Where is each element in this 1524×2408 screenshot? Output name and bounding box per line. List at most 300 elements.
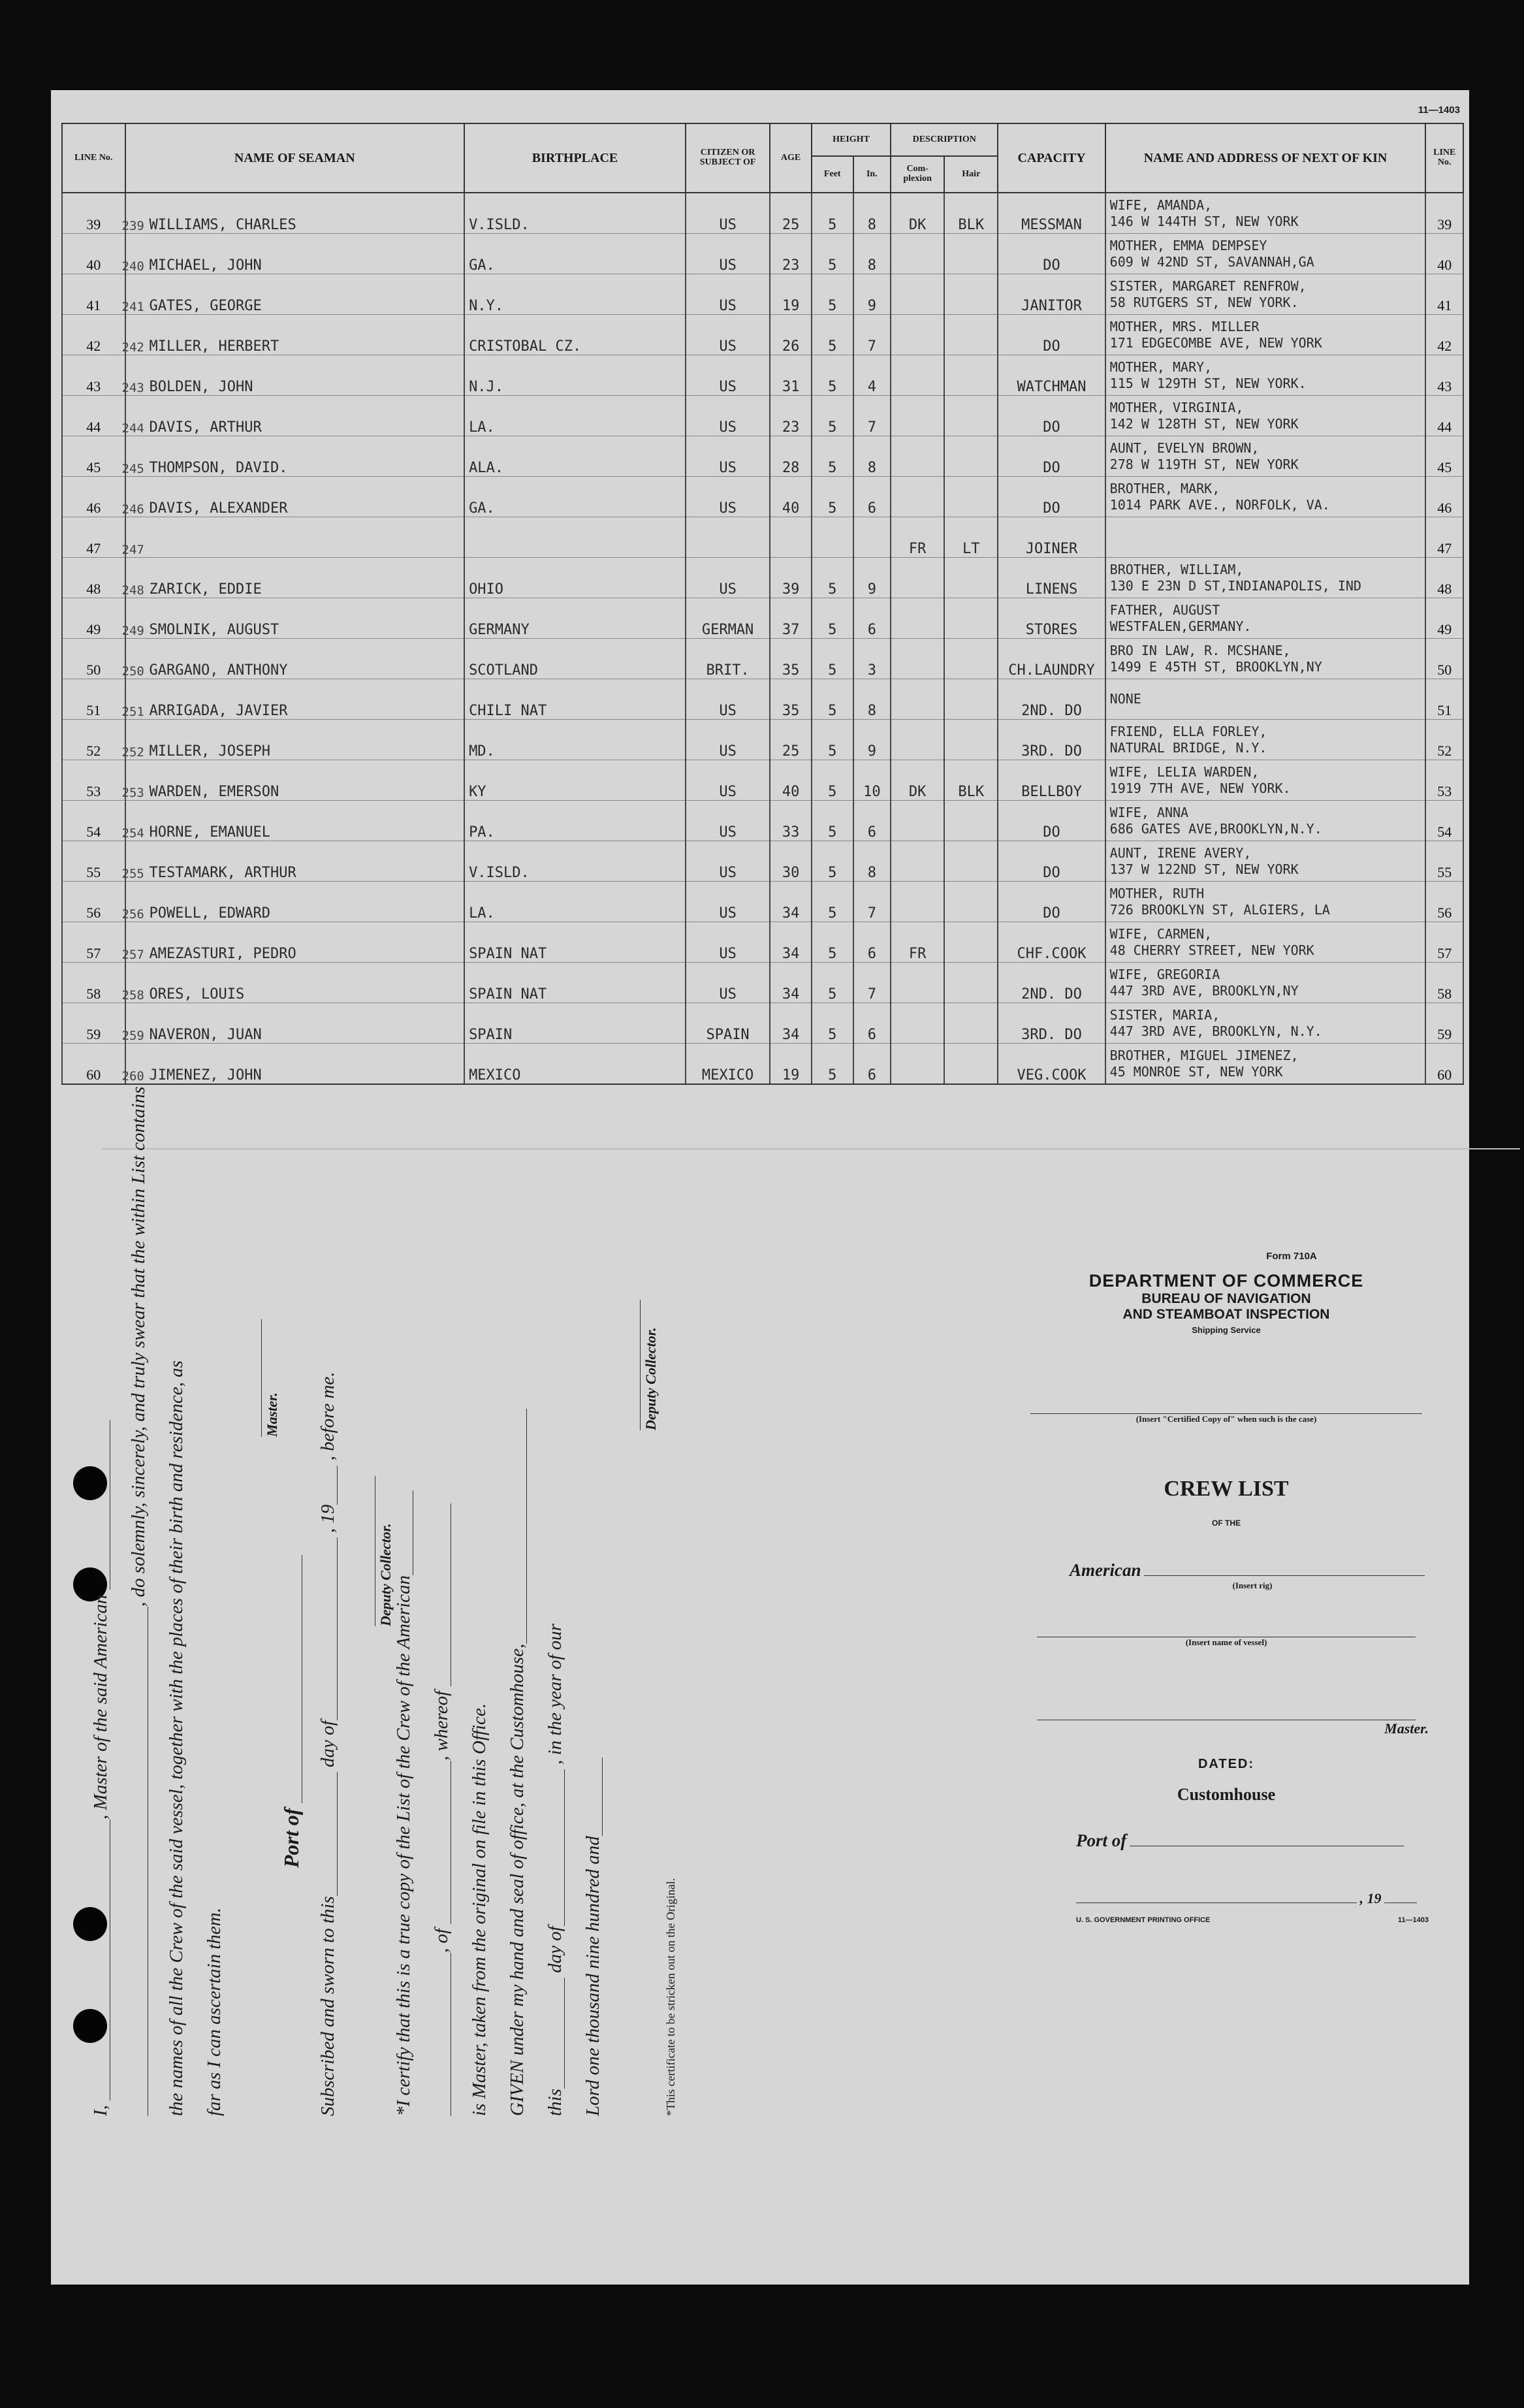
height-feet: 5 — [812, 558, 853, 598]
next-of-kin — [1105, 922, 1426, 963]
next-of-kin — [1105, 1003, 1426, 1044]
seaman-name — [121, 396, 465, 436]
next-of-kin — [1105, 639, 1426, 679]
kin-address: 1919 7TH AVE, NEW YORK. — [1109, 780, 1291, 796]
seaman-name-text: WARDEN, EMERSON — [149, 784, 279, 800]
next-of-kin — [1105, 558, 1426, 598]
hair — [944, 639, 998, 679]
age: 40 — [770, 760, 812, 801]
line-no-right: 49 — [1425, 598, 1463, 639]
complexion — [891, 315, 944, 355]
line-no: 40 — [62, 234, 125, 274]
deputy-collector-1: Deputy Collector. — [357, 1071, 394, 2116]
complexion — [891, 598, 944, 639]
sequence-number: 243 — [121, 381, 144, 395]
table-row — [62, 760, 1463, 801]
table-row — [62, 274, 1463, 315]
bureau-line-2: AND STEAMBOAT INSPECTION — [1122, 1307, 1330, 1322]
seaman-name — [121, 720, 465, 760]
height-feet: 5 — [812, 355, 853, 396]
kin-relation: MOTHER, VIRGINIA, — [1109, 399, 1244, 415]
seaman-name-text: ZARICK, EDDIE — [149, 581, 262, 598]
oath-line-2: , do solemnly, sincerely, and truly swear that the within List contains — [129, 1071, 167, 2116]
deputy-collector-2: Deputy Collector. — [622, 1071, 659, 2116]
sequence-number: 241 — [121, 300, 144, 314]
citizenship: SPAIN — [686, 1003, 770, 1044]
capacity: 2ND. DO — [998, 679, 1105, 720]
line-no: 45 — [62, 436, 125, 477]
capacity: 3RD. DO — [998, 1003, 1105, 1044]
header-line-no-right: LINE No. — [1425, 123, 1463, 193]
seaman-name — [121, 558, 465, 598]
height-feet: 5 — [812, 801, 853, 841]
hair — [944, 720, 998, 760]
height-inches: 6 — [853, 1003, 891, 1044]
height-feet: 5 — [812, 598, 853, 639]
hair: BLK — [944, 760, 998, 801]
oath-line-3: the names of all the Crew of the said vessel, together with the places of their birth and residence, as — [166, 1360, 187, 2116]
capacity: MESSMAN — [998, 193, 1105, 234]
table-row — [62, 477, 1463, 517]
citizenship: US — [686, 922, 770, 963]
line-no: 50 — [62, 639, 125, 679]
seaman-name-text: HORNE, EMANUEL — [149, 824, 270, 841]
seaman-name — [121, 679, 465, 720]
seaman-name-text: NAVERON, JUAN — [149, 1027, 262, 1043]
header-complexion: Com-plexion — [891, 156, 944, 193]
next-of-kin — [1105, 355, 1426, 396]
kin-address: 58 RUTGERS ST, NEW YORK. — [1109, 294, 1299, 310]
line-no: 42 — [62, 315, 125, 355]
line-no-right: 52 — [1425, 720, 1463, 760]
kin-relation: WIFE, GREGORIA — [1109, 966, 1220, 982]
height-feet: 5 — [812, 436, 853, 477]
seaman-name-text: MICHAEL, JOHN — [149, 257, 262, 274]
citizenship: US — [686, 801, 770, 841]
table-row — [62, 193, 1463, 234]
height-feet — [812, 517, 853, 558]
kin-relation: NONE — [1109, 691, 1141, 707]
height-feet: 5 — [812, 477, 853, 517]
table-row — [62, 720, 1463, 760]
kin-address: 1014 PARK AVE., NORFOLK, VA. — [1109, 496, 1330, 513]
kin-relation: WIFE, ANNA — [1109, 804, 1189, 820]
height-inches: 4 — [853, 355, 891, 396]
height-inches: 7 — [853, 882, 891, 922]
complexion — [891, 477, 944, 517]
form-cover-panel — [1004, 1251, 1448, 1924]
insert-rig-note: (Insert rig) — [1232, 1581, 1273, 1590]
capacity: CH.LAUNDRY — [998, 639, 1105, 679]
line-no-right: 46 — [1425, 477, 1463, 517]
age: 23 — [770, 234, 812, 274]
complexion — [891, 355, 944, 396]
height-inches: 9 — [853, 558, 891, 598]
seaman-name-text: GARGANO, ANTHONY — [149, 662, 288, 679]
bureau-line-1: BUREAU OF NAVIGATION — [1141, 1291, 1311, 1306]
line-no: 54 — [62, 801, 125, 841]
kin-address: 115 W 129TH ST, NEW YORK. — [1109, 375, 1307, 391]
height-inches: 8 — [853, 234, 891, 274]
kin-relation: BRO IN LAW, R. MCSHANE, — [1109, 642, 1291, 658]
height-inches: 8 — [853, 679, 891, 720]
certify-line-2: , of , whereof — [432, 1071, 470, 2116]
seaman-name — [121, 801, 465, 841]
complexion — [891, 720, 944, 760]
line-no-right: 50 — [1425, 639, 1463, 679]
line-no: 57 — [62, 922, 125, 963]
hair — [944, 598, 998, 639]
certify-line-3: is Master, taken from the original on file in this Office. — [469, 1703, 490, 2116]
complexion — [891, 1044, 944, 1085]
height-inches: 6 — [853, 1044, 891, 1085]
height-inches: 10 — [853, 760, 891, 801]
complexion: FR — [891, 922, 944, 963]
line-no: 51 — [62, 679, 125, 720]
header-feet: Feet — [812, 156, 853, 193]
header-capacity: CAPACITY — [998, 123, 1105, 193]
sequence-number: 239 — [121, 219, 144, 233]
table-row — [62, 963, 1463, 1003]
table-row — [62, 234, 1463, 274]
sequence-number: 257 — [121, 948, 144, 962]
oath-certificate — [91, 1071, 697, 2116]
seaman-name — [121, 922, 465, 963]
age: 30 — [770, 841, 812, 882]
capacity: DO — [998, 801, 1105, 841]
kin-relation: SISTER, MARIA, — [1109, 1006, 1220, 1023]
citizenship — [686, 517, 770, 558]
citizenship: MEXICO — [686, 1044, 770, 1085]
seaman-name-text: ARRIGADA, JAVIER — [149, 703, 288, 719]
kin-address: 142 W 128TH ST, NEW YORK — [1109, 415, 1299, 432]
height-feet: 5 — [812, 720, 853, 760]
citizenship: US — [686, 274, 770, 315]
kin-address: 48 CHERRY STREET, NEW YORK — [1109, 942, 1314, 958]
birthplace: N.J. — [464, 355, 686, 396]
line-no-right: 41 — [1425, 274, 1463, 315]
capacity: BELLBOY — [998, 760, 1105, 801]
complexion: DK — [891, 193, 944, 234]
height-feet: 5 — [812, 963, 853, 1003]
master-label: Master. — [1384, 1720, 1429, 1737]
oath-port-line: Port of — [281, 1071, 319, 2116]
birthplace — [464, 517, 686, 558]
next-of-kin — [1105, 720, 1426, 760]
age: 26 — [770, 315, 812, 355]
oath-line-4: far as I can ascertain them. — [204, 1908, 225, 2116]
kin-relation: BROTHER, MIGUEL JIMENEZ, — [1109, 1047, 1299, 1063]
citizenship: US — [686, 234, 770, 274]
next-of-kin — [1105, 436, 1426, 477]
hair: BLK — [944, 193, 998, 234]
line-no: 59 — [62, 1003, 125, 1044]
table-row — [62, 679, 1463, 720]
of-the-label: OF THE — [1212, 1518, 1241, 1528]
next-of-kin — [1105, 193, 1426, 234]
birthplace: V.ISLD. — [464, 841, 686, 882]
citizenship: US — [686, 396, 770, 436]
height-inches: 8 — [853, 193, 891, 234]
hair — [944, 477, 998, 517]
kin-address: 278 W 119TH ST, NEW YORK — [1109, 456, 1299, 472]
birthplace: SCOTLAND — [464, 639, 686, 679]
capacity: WATCHMAN — [998, 355, 1105, 396]
capacity: 2ND. DO — [998, 963, 1105, 1003]
sequence-number: 242 — [121, 340, 144, 355]
line-no: 44 — [62, 396, 125, 436]
hair — [944, 1003, 998, 1044]
citizenship: US — [686, 193, 770, 234]
seaman-name-text: THOMPSON, DAVID. — [149, 460, 288, 476]
capacity: JANITOR — [998, 274, 1105, 315]
header-citizen: CITIZEN OR SUBJECT OF — [686, 123, 770, 193]
complexion: FR — [891, 517, 944, 558]
kin-relation: WIFE, LELIA WARDEN, — [1109, 763, 1260, 780]
kin-address: 146 W 144TH ST, NEW YORK — [1109, 213, 1299, 229]
seaman-name — [121, 234, 465, 274]
capacity: JOINER — [998, 517, 1105, 558]
line-no: 53 — [62, 760, 125, 801]
complexion — [891, 963, 944, 1003]
height-inches: 3 — [853, 639, 891, 679]
height-feet: 5 — [812, 679, 853, 720]
height-feet: 5 — [812, 922, 853, 963]
table-row — [62, 355, 1463, 396]
complexion — [891, 841, 944, 882]
age: 25 — [770, 193, 812, 234]
seaman-name-text: WILLIAMS, CHARLES — [149, 217, 296, 233]
panel-port-line: Port of — [1004, 1831, 1448, 1851]
citizenship: US — [686, 841, 770, 882]
line-no: 52 — [62, 720, 125, 760]
hair — [944, 355, 998, 396]
certify-line: *I certify that this is a true copy of the List of the Crew of the American — [394, 1071, 432, 2116]
seaman-name-text: JIMENEZ, JOHN — [149, 1067, 262, 1084]
form-code: 11—1403 — [1418, 104, 1460, 116]
certified-copy-note: (Insert "Certified Copy of" when such is the case) — [1135, 1414, 1317, 1424]
seaman-name — [121, 193, 465, 234]
citizenship: US — [686, 679, 770, 720]
complexion — [891, 234, 944, 274]
sequence-number: 253 — [121, 786, 144, 800]
table-row — [62, 517, 1463, 558]
hair — [944, 274, 998, 315]
sequence-number: 255 — [121, 867, 144, 881]
age — [770, 517, 812, 558]
form-number: Form 710A — [1266, 1251, 1317, 1262]
age: 19 — [770, 274, 812, 315]
sequence-number: 244 — [121, 421, 144, 436]
height-feet: 5 — [812, 315, 853, 355]
sequence-number: 254 — [121, 826, 144, 841]
age: 35 — [770, 639, 812, 679]
height-feet: 5 — [812, 396, 853, 436]
given-line-2: this day of , in the year of our — [545, 1624, 565, 2116]
crew-table — [61, 123, 1464, 1085]
hair — [944, 1044, 998, 1085]
seaman-name-text: MILLER, HERBERT — [149, 338, 279, 355]
kin-relation: FATHER, AUGUST — [1109, 602, 1220, 618]
next-of-kin — [1105, 760, 1426, 801]
seaman-name-text: SMOLNIK, AUGUST — [149, 622, 279, 638]
seaman-name-text: ORES, LOUIS — [149, 986, 245, 1003]
height-feet: 5 — [812, 841, 853, 882]
complexion — [891, 1003, 944, 1044]
line-no: 56 — [62, 882, 125, 922]
line-no: 46 — [62, 477, 125, 517]
height-inches: 7 — [853, 396, 891, 436]
next-of-kin — [1105, 315, 1426, 355]
seaman-name-text: MILLER, JOSEPH — [149, 743, 270, 760]
birthplace: MEXICO — [464, 1044, 686, 1085]
birthplace: N.Y. — [464, 274, 686, 315]
next-of-kin — [1105, 234, 1426, 274]
capacity: LINENS — [998, 558, 1105, 598]
seaman-name — [121, 274, 465, 315]
birthplace: GA. — [464, 477, 686, 517]
line-no-right: 53 — [1425, 760, 1463, 801]
insert-vessel-note: (Insert name of vessel) — [1185, 1637, 1267, 1647]
seaman-name — [121, 436, 465, 477]
kin-relation: WIFE, AMANDA, — [1109, 197, 1213, 213]
birthplace: ALA. — [464, 436, 686, 477]
kin-address: 137 W 122ND ST, NEW YORK — [1109, 861, 1299, 877]
citizenship: US — [686, 436, 770, 477]
birthplace: SPAIN NAT — [464, 922, 686, 963]
kin-relation: AUNT, EVELYN BROWN, — [1109, 440, 1260, 456]
next-of-kin — [1105, 396, 1426, 436]
line-no-right: 59 — [1425, 1003, 1463, 1044]
sequence-number: 248 — [121, 583, 144, 598]
citizenship: US — [686, 760, 770, 801]
shipping-service: Shipping Service — [1192, 1325, 1261, 1335]
line-no-right: 40 — [1425, 234, 1463, 274]
line-no: 41 — [62, 274, 125, 315]
seaman-name — [121, 477, 465, 517]
birthplace: V.ISLD. — [464, 193, 686, 234]
line-no: 48 — [62, 558, 125, 598]
age: 33 — [770, 801, 812, 841]
age: 28 — [770, 436, 812, 477]
header-inches: In. — [853, 156, 891, 193]
age: 23 — [770, 396, 812, 436]
complexion — [891, 558, 944, 598]
header-kin: NAME AND ADDRESS OF NEXT OF KIN — [1105, 123, 1426, 193]
citizenship: US — [686, 963, 770, 1003]
capacity: DO — [998, 234, 1105, 274]
height-inches: 7 — [853, 963, 891, 1003]
height-inches: 6 — [853, 801, 891, 841]
height-feet: 5 — [812, 760, 853, 801]
hair — [944, 679, 998, 720]
seaman-name — [121, 639, 465, 679]
height-inches: 8 — [853, 436, 891, 477]
department-title: DEPARTMENT OF COMMERCE — [1088, 1271, 1364, 1291]
next-of-kin — [1105, 477, 1426, 517]
age: 25 — [770, 720, 812, 760]
hair — [944, 234, 998, 274]
header-hair: Hair — [944, 156, 998, 193]
line-no: 49 — [62, 598, 125, 639]
crew-list-title: CREW LIST — [1164, 1477, 1289, 1501]
certificate-footnote: *This certificate to be stricken out on the Original. — [664, 1878, 677, 2116]
height-inches: 6 — [853, 598, 891, 639]
next-of-kin — [1105, 274, 1426, 315]
table-row — [62, 436, 1463, 477]
birthplace: LA. — [464, 396, 686, 436]
sequence-number: 258 — [121, 988, 144, 1003]
next-of-kin — [1105, 679, 1426, 720]
seaman-name — [121, 882, 465, 922]
hair — [944, 963, 998, 1003]
kin-address: 171 EDGECOMBE AVE, NEW YORK — [1109, 334, 1322, 351]
hair — [944, 841, 998, 882]
line-no-right: 48 — [1425, 558, 1463, 598]
american-rig-line: American — [1004, 1560, 1448, 1581]
capacity: DO — [998, 477, 1105, 517]
kin-relation: BROTHER, WILLIAM, — [1109, 561, 1244, 577]
table-row — [62, 922, 1463, 963]
age: 39 — [770, 558, 812, 598]
age: 34 — [770, 1003, 812, 1044]
master-signature: Master. — [243, 1071, 281, 2116]
birthplace: GERMANY — [464, 598, 686, 639]
next-of-kin — [1105, 882, 1426, 922]
height-inches: 9 — [853, 274, 891, 315]
citizenship: US — [686, 315, 770, 355]
kin-address: 447 3RD AVE, BROOKLYN,NY — [1109, 982, 1299, 999]
sequence-number: 256 — [121, 907, 144, 922]
capacity: DO — [998, 882, 1105, 922]
table-row — [62, 396, 1463, 436]
next-of-kin — [1105, 517, 1426, 558]
line-no-right: 60 — [1425, 1044, 1463, 1085]
panel-date-line: , 19 — [1004, 1890, 1448, 1907]
seaman-name — [121, 355, 465, 396]
citizenship: US — [686, 720, 770, 760]
line-no-right: 39 — [1425, 193, 1463, 234]
table-row — [62, 801, 1463, 841]
subscribed-line: Subscribed and sworn to this day of , 19 , before me. — [317, 1372, 338, 2116]
capacity: DO — [998, 436, 1105, 477]
kin-relation: MOTHER, RUTH — [1109, 885, 1205, 901]
birthplace: OHIO — [464, 558, 686, 598]
height-inches: 6 — [853, 922, 891, 963]
complexion — [891, 679, 944, 720]
line-no-right: 44 — [1425, 396, 1463, 436]
seaman-name-text: DAVIS, ARTHUR — [149, 419, 262, 436]
kin-address: 1499 E 45TH ST, BROOKLYN,NY — [1109, 658, 1322, 675]
line-no-right: 47 — [1425, 517, 1463, 558]
hair — [944, 922, 998, 963]
capacity: STORES — [998, 598, 1105, 639]
complexion — [891, 396, 944, 436]
seaman-name — [121, 1003, 465, 1044]
sequence-number: 250 — [121, 664, 144, 679]
line-no-right: 56 — [1425, 882, 1463, 922]
height-feet: 5 — [812, 1003, 853, 1044]
given-line: GIVEN under my hand and seal of office, at the Customhouse, — [508, 1071, 546, 2116]
height-feet: 5 — [812, 274, 853, 315]
birthplace: KY — [464, 760, 686, 801]
citizenship: BRIT. — [686, 639, 770, 679]
seaman-name — [121, 963, 465, 1003]
line-no-right: 55 — [1425, 841, 1463, 882]
table-row — [62, 841, 1463, 882]
line-no: 55 — [62, 841, 125, 882]
line-no-right: 45 — [1425, 436, 1463, 477]
